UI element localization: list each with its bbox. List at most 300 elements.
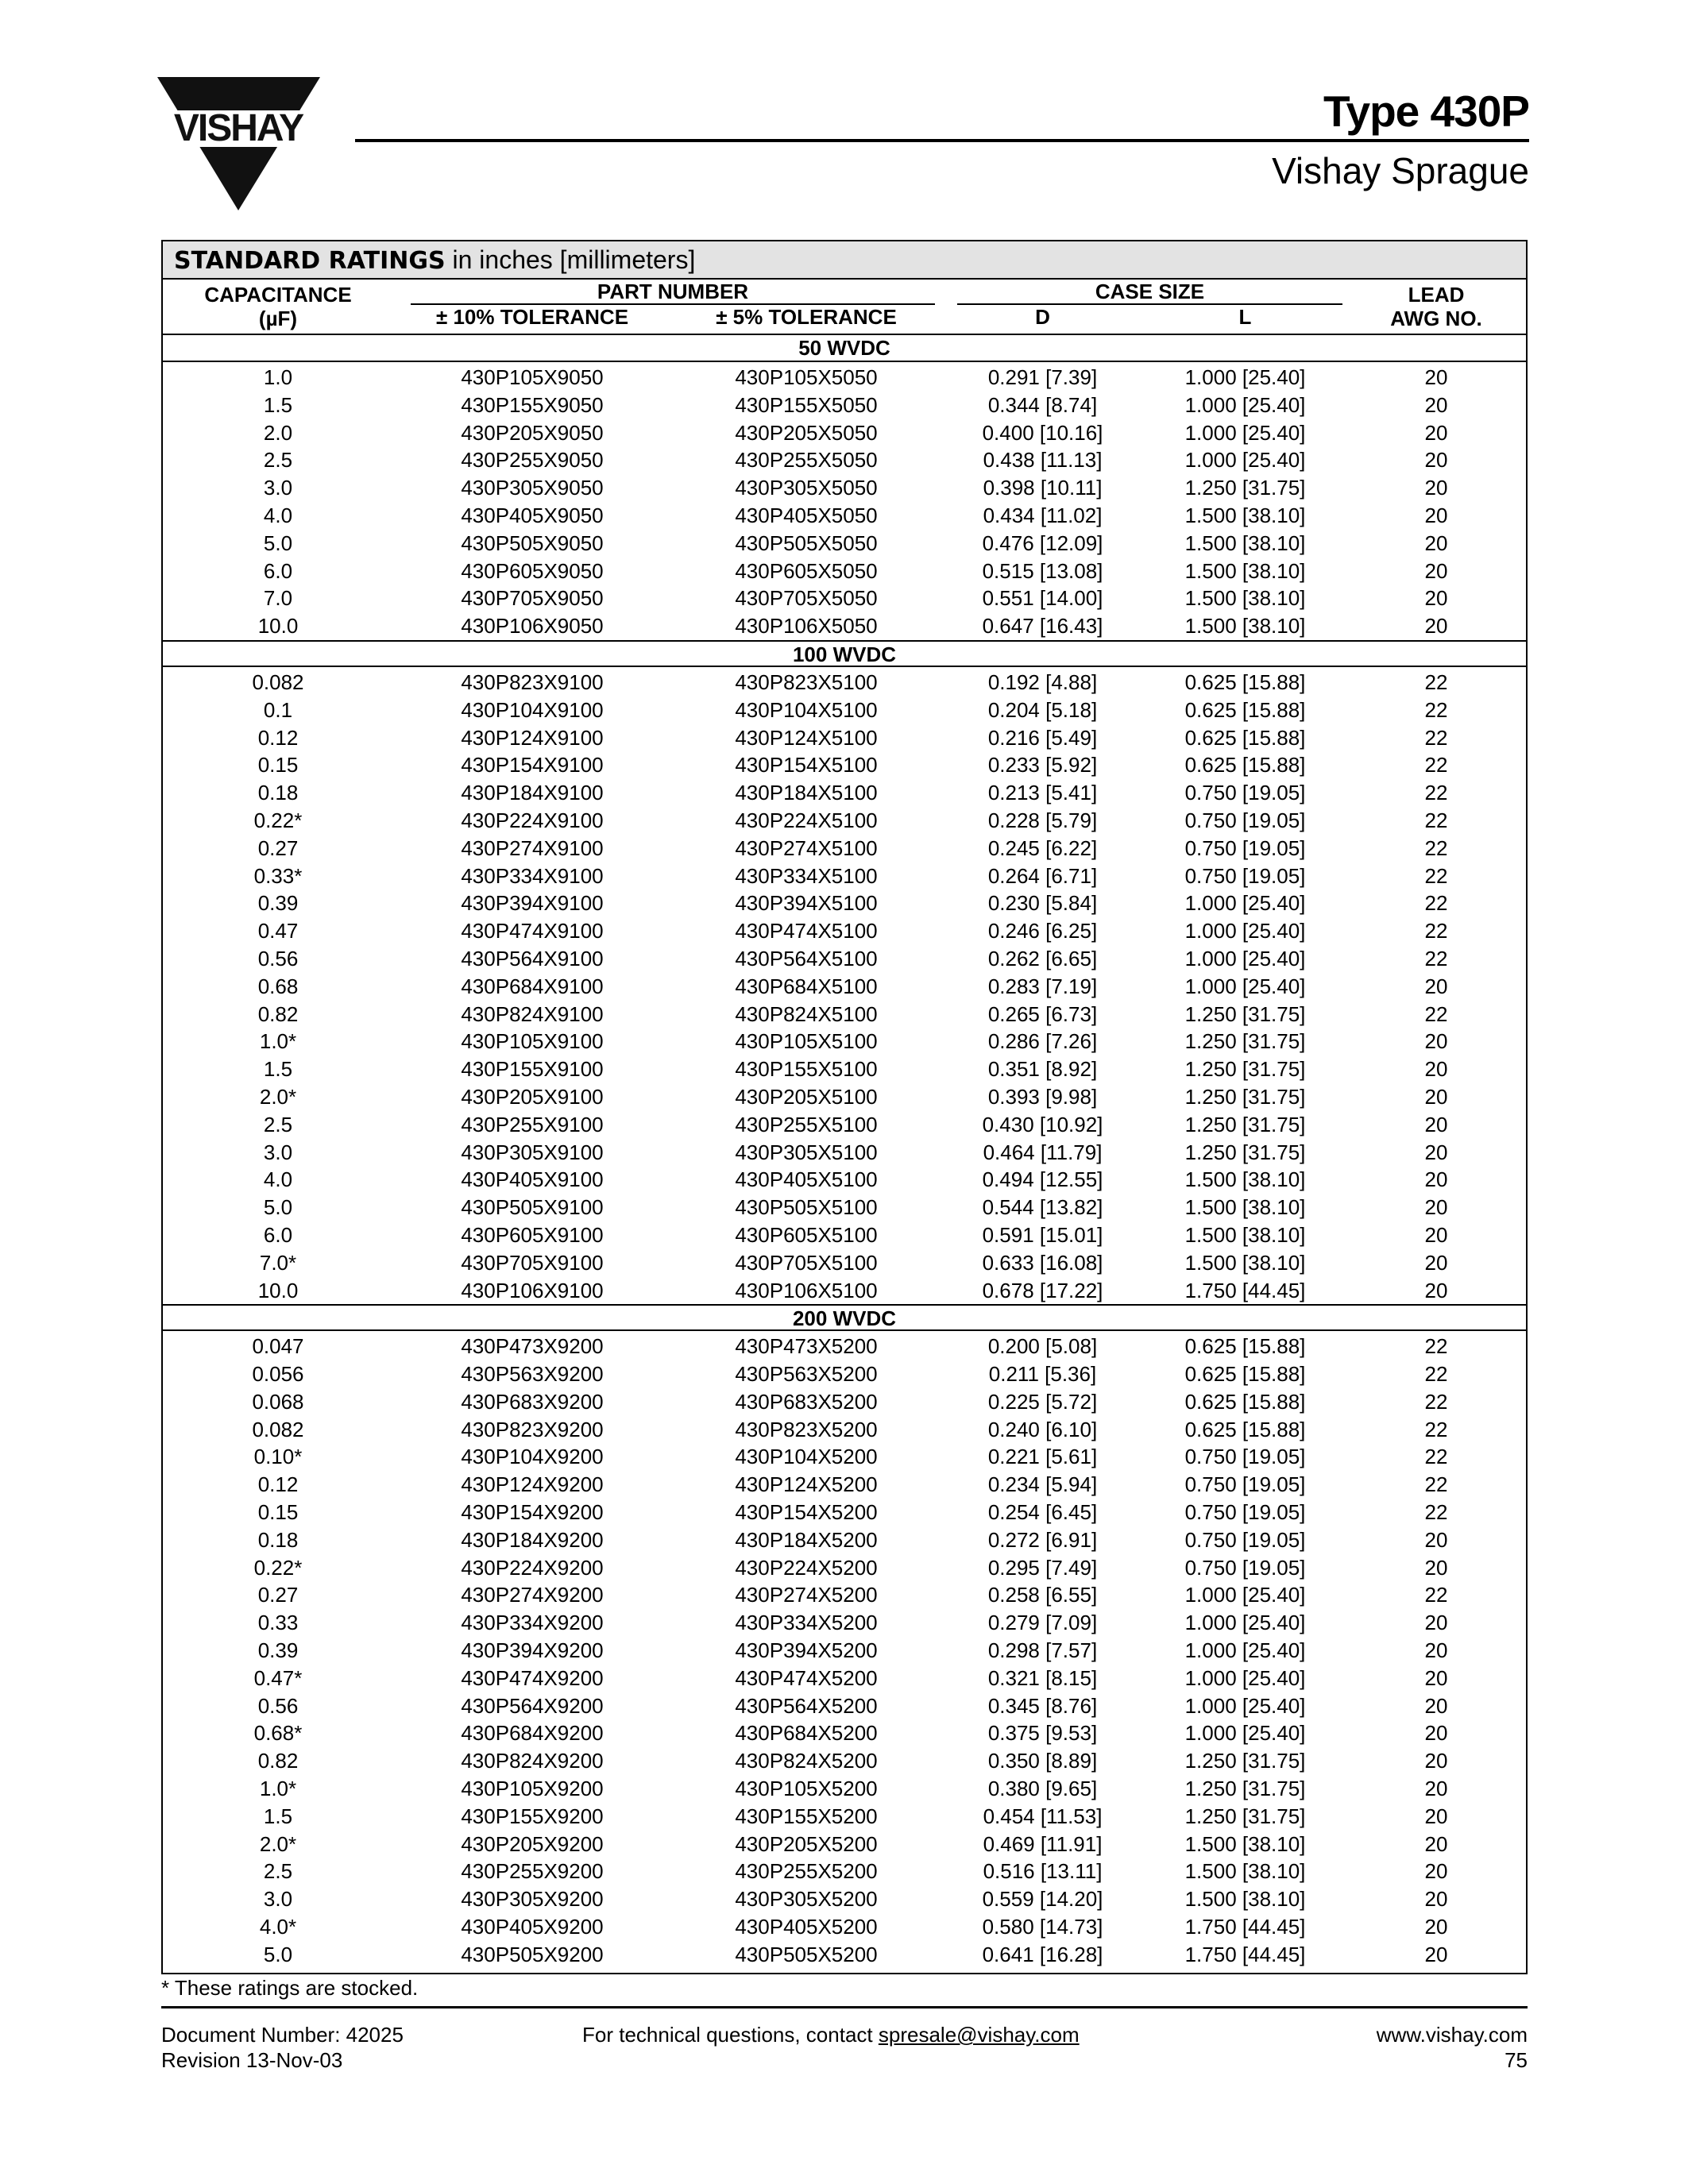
contact-text: For technical questions, contact xyxy=(582,2023,879,2047)
col-l: L xyxy=(1238,305,1252,329)
awg-cell: 22 xyxy=(1424,1445,1448,1469)
table-row xyxy=(163,1665,1526,1692)
part-5pct-cell: 430P823X5100 xyxy=(735,669,878,694)
case-d-cell: 0.647 [16.43] xyxy=(982,614,1103,639)
table-row xyxy=(163,1554,1526,1582)
part-5pct-cell: 430P154X5100 xyxy=(735,753,878,778)
footer-left xyxy=(161,2022,404,2073)
table-row xyxy=(163,1609,1526,1637)
part-5pct-cell: 430P224X5100 xyxy=(735,808,878,832)
part-10pct-cell: 430P563X9200 xyxy=(461,1362,604,1387)
case-l-cell: 0.625 [15.88] xyxy=(1184,1417,1306,1441)
case-l-cell: 0.625 [15.88] xyxy=(1184,1389,1306,1414)
case-l-cell: 1.500 [38.10] xyxy=(1184,1831,1306,1856)
case-d-cell: 0.321 [8.15] xyxy=(987,1665,1098,1690)
table-row xyxy=(163,392,1526,419)
table-row xyxy=(163,724,1526,752)
table-row xyxy=(163,364,1526,392)
table-row xyxy=(163,1499,1526,1526)
case-d-cell: 0.200 [5.08] xyxy=(987,1334,1098,1359)
capacitance-cell: 2.0* xyxy=(259,1084,297,1109)
case-l-cell: 1.250 [31.75] xyxy=(1184,1112,1306,1136)
part-5pct-cell: 430P824X5100 xyxy=(735,1001,878,1026)
website-link[interactable]: www.vishay.com xyxy=(1376,2023,1528,2047)
case-d-cell: 0.221 [5.61] xyxy=(987,1445,1098,1469)
part-10pct-cell: 430P305X9200 xyxy=(461,1887,604,1912)
case-d-cell: 0.559 [14.20] xyxy=(982,1887,1103,1912)
table-row xyxy=(163,1775,1526,1803)
voltage-section-header: 50 WVDC xyxy=(163,335,1526,362)
capacitance-cell: 1.5 xyxy=(263,392,293,417)
table-row xyxy=(163,1443,1526,1471)
part-10pct-cell: 430P106X9050 xyxy=(461,614,604,639)
case-d-cell: 0.291 [7.39] xyxy=(987,365,1098,389)
part-10pct-cell: 430P473X9200 xyxy=(461,1334,604,1359)
part-10pct-cell: 430P405X9100 xyxy=(461,1167,604,1192)
case-l-cell: 1.000 [25.40] xyxy=(1184,420,1306,445)
capacitance-cell: 5.0 xyxy=(263,1942,293,1966)
capacitance-cell: 0.082 xyxy=(252,669,304,694)
case-d-cell: 0.678 [17.22] xyxy=(982,1278,1103,1302)
capacitance-cell: 3.0 xyxy=(263,1140,293,1164)
case-d-cell: 0.469 [11.91] xyxy=(983,1831,1103,1856)
capacitance-cell: 2.5 xyxy=(263,1859,293,1884)
awg-cell: 20 xyxy=(1424,1942,1448,1966)
table-row xyxy=(163,419,1526,447)
awg-cell: 22 xyxy=(1424,1472,1448,1497)
case-d-cell: 0.262 [6.65] xyxy=(987,946,1098,970)
part-5pct-cell: 430P334X5100 xyxy=(735,863,878,888)
part-5pct-cell: 430P334X5200 xyxy=(735,1611,878,1635)
part-10pct-cell: 430P305X9100 xyxy=(461,1140,604,1164)
capacitance-cell: 10.0 xyxy=(257,1278,299,1302)
capacitance-cell: 0.1 xyxy=(263,697,293,722)
part-10pct-cell: 430P274X9200 xyxy=(461,1583,604,1607)
part-10pct-cell: 430P505X9200 xyxy=(461,1942,604,1966)
part-10pct-cell: 430P255X9050 xyxy=(461,448,604,473)
table-row xyxy=(163,1692,1526,1720)
part-5pct-cell: 430P474X5200 xyxy=(735,1665,878,1690)
case-d-cell: 0.234 [5.94] xyxy=(987,1472,1098,1497)
case-l-cell: 1.250 [31.75] xyxy=(1184,476,1306,500)
part-10pct-cell: 430P564X9200 xyxy=(461,1693,604,1718)
part-5pct-cell: 430P474X5100 xyxy=(735,919,878,943)
awg-cell: 20 xyxy=(1424,1638,1448,1663)
part-10pct-cell: 430P155X9100 xyxy=(461,1057,604,1082)
capacitance-cell: 4.0 xyxy=(263,1167,293,1192)
footer-right xyxy=(1377,2022,1528,2073)
case-l-cell: 1.250 [31.75] xyxy=(1184,1029,1306,1054)
awg-cell: 20 xyxy=(1424,392,1448,417)
page-subtitle: Vishay Sprague xyxy=(1272,150,1529,191)
part-10pct-cell: 430P105X9050 xyxy=(461,365,604,389)
awg-cell: 20 xyxy=(1424,1915,1448,1939)
case-l-cell: 1.750 [44.45] xyxy=(1184,1278,1306,1302)
part-5pct-cell: 430P124X5200 xyxy=(735,1472,878,1497)
capacitance-cell: 0.33 xyxy=(257,1611,299,1635)
awg-cell: 20 xyxy=(1424,1112,1448,1136)
awg-cell: 20 xyxy=(1424,1278,1448,1302)
table-row xyxy=(163,1581,1526,1609)
part-5pct-cell: 430P155X5050 xyxy=(735,392,878,417)
awg-cell: 20 xyxy=(1424,1749,1448,1773)
case-l-cell: 1.000 [25.40] xyxy=(1184,1611,1306,1635)
case-d-cell: 0.516 [13.11] xyxy=(983,1859,1103,1884)
case-d-cell: 0.544 [13.82] xyxy=(982,1195,1103,1220)
case-l-cell: 0.625 [15.88] xyxy=(1184,1362,1306,1387)
table-heading xyxy=(163,241,1526,280)
case-d-cell: 0.298 [7.57] xyxy=(987,1638,1098,1663)
part-10pct-cell: 430P205X9100 xyxy=(461,1084,604,1109)
case-d-cell: 0.380 [9.65] xyxy=(987,1777,1098,1801)
col-capacitance-unit: (µF) xyxy=(258,307,298,330)
case-d-cell: 0.265 [6.73] xyxy=(987,1001,1098,1026)
part-10pct-cell: 430P205X9050 xyxy=(461,420,604,445)
capacitance-cell: 0.047 xyxy=(252,1334,304,1359)
capacitance-cell: 0.22* xyxy=(253,1555,303,1580)
case-d-cell: 0.204 [5.18] xyxy=(987,697,1098,722)
capacitance-cell: 7.0* xyxy=(259,1250,297,1275)
case-d-cell: 0.393 [9.98] xyxy=(987,1084,1098,1109)
part-10pct-cell: 430P155X9050 xyxy=(461,392,604,417)
part-5pct-cell: 430P405X5050 xyxy=(735,503,878,527)
part-10pct-cell: 430P334X9100 xyxy=(461,863,604,888)
part-10pct-cell: 430P474X9200 xyxy=(461,1665,604,1690)
part-10pct-cell: 430P605X9050 xyxy=(461,558,604,583)
awg-cell: 22 xyxy=(1424,1001,1448,1026)
capacitance-cell: 1.5 xyxy=(263,1804,293,1828)
table-row xyxy=(163,1803,1526,1831)
awg-cell: 22 xyxy=(1424,1500,1448,1525)
table-row xyxy=(163,807,1526,835)
case-d-cell: 0.400 [10.16] xyxy=(982,420,1103,445)
table-row xyxy=(163,446,1526,474)
capacitance-cell: 0.12 xyxy=(257,1472,299,1497)
capacitance-cell: 0.47* xyxy=(253,1665,303,1690)
part-5pct-cell: 430P155X5200 xyxy=(735,1804,878,1828)
table-row xyxy=(163,585,1526,612)
capacitance-cell: 0.082 xyxy=(252,1417,304,1441)
part-10pct-cell: 430P155X9200 xyxy=(461,1804,604,1828)
part-5pct-cell: 430P563X5200 xyxy=(735,1362,878,1387)
awg-cell: 22 xyxy=(1424,1389,1448,1414)
part-10pct-cell: 430P255X9100 xyxy=(461,1112,604,1136)
capacitance-cell: 1.0* xyxy=(259,1029,297,1054)
case-d-cell: 0.246 [6.25] xyxy=(987,919,1098,943)
part-10pct-cell: 430P824X9200 xyxy=(461,1749,604,1773)
part-10pct-cell: 430P305X9050 xyxy=(461,476,604,500)
part-5pct-cell: 430P684X5100 xyxy=(735,974,878,998)
table-row xyxy=(163,1360,1526,1388)
case-l-cell: 1.000 [25.40] xyxy=(1184,1721,1306,1746)
awg-cell: 20 xyxy=(1424,1555,1448,1580)
part-10pct-cell: 430P823X9100 xyxy=(461,669,604,694)
case-d-cell: 0.591 [15.01] xyxy=(982,1222,1103,1247)
part-5pct-cell: 430P824X5200 xyxy=(735,1749,878,1773)
capacitance-cell: 5.0 xyxy=(263,1195,293,1220)
capacitance-cell: 3.0 xyxy=(263,1887,293,1912)
part-5pct-cell: 430P705X5050 xyxy=(735,586,878,611)
part-5pct-cell: 430P155X5100 xyxy=(735,1057,878,1082)
capacitance-cell: 0.82 xyxy=(257,1749,299,1773)
table-heading-bold: STANDARD RATINGS xyxy=(174,247,446,275)
awg-cell: 20 xyxy=(1424,531,1448,555)
table-row xyxy=(163,889,1526,917)
part-10pct-cell: 430P564X9100 xyxy=(461,946,604,970)
capacitance-cell: 0.12 xyxy=(257,725,299,750)
part-5pct-cell: 430P564X5200 xyxy=(735,1693,878,1718)
awg-cell: 20 xyxy=(1424,365,1448,389)
case-l-cell: 1.000 [25.40] xyxy=(1184,1583,1306,1607)
part-5pct-cell: 430P505X5100 xyxy=(735,1195,878,1220)
col-part-number: PART NUMBER xyxy=(597,280,749,303)
capacitance-cell: 1.0* xyxy=(259,1777,297,1801)
case-l-cell: 1.000 [25.40] xyxy=(1184,891,1306,916)
part-5pct-cell: 430P274X5200 xyxy=(735,1583,878,1607)
capacitance-cell: 0.56 xyxy=(257,946,299,970)
capacitance-cell: 6.0 xyxy=(263,558,293,583)
capacitance-cell: 0.39 xyxy=(257,1638,299,1663)
capacitance-cell: 2.5 xyxy=(263,448,293,473)
table-row xyxy=(163,612,1526,640)
table-row xyxy=(163,1333,1526,1360)
part-10pct-cell: 430P505X9050 xyxy=(461,531,604,555)
part-10pct-cell: 430P255X9200 xyxy=(461,1859,604,1884)
case-l-cell: 0.625 [15.88] xyxy=(1184,753,1306,778)
awg-cell: 22 xyxy=(1424,919,1448,943)
part-10pct-cell: 430P105X9100 xyxy=(461,1029,604,1054)
capacitance-cell: 3.0 xyxy=(263,476,293,500)
capacitance-cell: 2.5 xyxy=(263,1112,293,1136)
table-row xyxy=(163,862,1526,890)
part-10pct-cell: 430P124X9200 xyxy=(461,1472,604,1497)
capacitance-cell: 0.68 xyxy=(257,974,299,998)
part-10pct-cell: 430P154X9200 xyxy=(461,1500,604,1525)
awg-cell: 22 xyxy=(1424,1583,1448,1607)
part-10pct-cell: 430P105X9200 xyxy=(461,1777,604,1801)
case-d-cell: 0.286 [7.26] xyxy=(987,1029,1098,1054)
awg-cell: 20 xyxy=(1424,614,1448,639)
case-l-cell: 1.750 [44.45] xyxy=(1184,1942,1306,1966)
part-5pct-cell: 430P605X5050 xyxy=(735,558,878,583)
table-row xyxy=(163,1941,1526,1969)
awg-cell: 22 xyxy=(1424,835,1448,860)
part-5pct-cell: 430P205X5050 xyxy=(735,420,878,445)
capacitance-cell: 0.15 xyxy=(257,753,299,778)
case-l-cell: 0.750 [19.05] xyxy=(1184,1500,1306,1525)
part-5pct-cell: 430P405X5200 xyxy=(735,1915,878,1939)
capacitance-cell: 2.0 xyxy=(263,420,293,445)
table-body xyxy=(163,335,1526,1969)
capacitance-cell: 1.0 xyxy=(263,365,293,389)
case-l-cell: 1.250 [31.75] xyxy=(1184,1749,1306,1773)
case-l-cell: 1.250 [31.75] xyxy=(1184,1001,1306,1026)
awg-cell: 20 xyxy=(1424,1222,1448,1247)
page-title: Type 430P xyxy=(1323,87,1529,136)
part-10pct-cell: 430P224X9100 xyxy=(461,808,604,832)
capacitance-cell: 0.18 xyxy=(257,781,299,805)
awg-cell: 20 xyxy=(1424,558,1448,583)
table-row xyxy=(163,1719,1526,1747)
column-headers xyxy=(163,280,1526,335)
part-5pct-cell: 430P473X5200 xyxy=(735,1334,878,1359)
case-d-cell: 0.230 [5.84] xyxy=(987,891,1098,916)
awg-cell: 20 xyxy=(1424,503,1448,527)
part-10pct-cell: 430P224X9200 xyxy=(461,1555,604,1580)
awg-cell: 22 xyxy=(1424,781,1448,805)
case-d-cell: 0.216 [5.49] xyxy=(987,725,1098,750)
table-row xyxy=(163,1221,1526,1249)
table-row xyxy=(163,530,1526,558)
case-l-cell: 1.000 [25.40] xyxy=(1184,919,1306,943)
capacitance-cell: 10.0 xyxy=(257,614,299,639)
table-row xyxy=(163,1055,1526,1083)
capacitance-cell: 0.27 xyxy=(257,1583,299,1607)
case-l-cell: 1.000 [25.40] xyxy=(1184,392,1306,417)
case-l-cell: 1.000 [25.40] xyxy=(1184,974,1306,998)
case-d-cell: 0.233 [5.92] xyxy=(987,753,1098,778)
awg-cell: 20 xyxy=(1424,1721,1448,1746)
part-5pct-cell: 430P224X5200 xyxy=(735,1555,878,1580)
table-row xyxy=(163,1831,1526,1858)
capacitance-cell: 2.0* xyxy=(259,1831,297,1856)
table-row xyxy=(163,779,1526,807)
case-l-cell: 1.500 [38.10] xyxy=(1184,1887,1306,1912)
awg-cell: 20 xyxy=(1424,448,1448,473)
svg-text:VISHAY: VISHAY xyxy=(173,107,303,149)
table-row xyxy=(163,502,1526,530)
capacitance-cell: 7.0 xyxy=(263,586,293,611)
part-5pct-cell: 430P305X5200 xyxy=(735,1887,878,1912)
capacitance-cell: 0.27 xyxy=(257,835,299,860)
case-d-cell: 0.283 [7.19] xyxy=(987,974,1098,998)
awg-cell: 20 xyxy=(1424,1777,1448,1801)
capacitance-cell: 0.15 xyxy=(257,1500,299,1525)
footer-contact xyxy=(582,2022,1080,2047)
capacitance-cell: 0.39 xyxy=(257,891,299,916)
capacitance-cell: 0.82 xyxy=(257,1001,299,1026)
col-tol5: ± 5% TOLERANCE xyxy=(716,305,897,329)
awg-cell: 22 xyxy=(1424,1334,1448,1359)
awg-cell: 20 xyxy=(1424,1693,1448,1718)
table-row xyxy=(163,1526,1526,1554)
part-10pct-cell: 430P705X9100 xyxy=(461,1250,604,1275)
part-5pct-cell: 430P184X5200 xyxy=(735,1527,878,1552)
case-l-cell: 1.500 [38.10] xyxy=(1184,586,1306,611)
table-row xyxy=(163,1471,1526,1499)
case-l-cell: 1.250 [31.75] xyxy=(1184,1057,1306,1082)
part-10pct-cell: 430P684X9200 xyxy=(461,1721,604,1746)
part-5pct-cell: 430P394X5200 xyxy=(735,1638,878,1663)
capacitance-cell: 1.5 xyxy=(263,1057,293,1082)
part-10pct-cell: 430P474X9100 xyxy=(461,919,604,943)
case-d-cell: 0.279 [7.09] xyxy=(987,1611,1098,1635)
awg-cell: 20 xyxy=(1424,1057,1448,1082)
table-row xyxy=(163,1388,1526,1416)
part-5pct-cell: 430P105X5200 xyxy=(735,1777,878,1801)
part-5pct-cell: 430P823X5200 xyxy=(735,1417,878,1441)
case-l-cell: 0.625 [15.88] xyxy=(1184,669,1306,694)
part-10pct-cell: 430P104X9200 xyxy=(461,1445,604,1469)
table-row xyxy=(163,1194,1526,1221)
table-heading-units: in inches [millimeters] xyxy=(445,245,696,274)
table-row xyxy=(163,1028,1526,1055)
awg-cell: 22 xyxy=(1424,1362,1448,1387)
table-row xyxy=(163,1913,1526,1941)
awg-cell: 22 xyxy=(1424,808,1448,832)
part-10pct-cell: 430P683X9200 xyxy=(461,1389,604,1414)
awg-cell: 20 xyxy=(1424,1195,1448,1220)
case-l-cell: 0.750 [19.05] xyxy=(1184,863,1306,888)
table-row xyxy=(163,1747,1526,1775)
part-10pct-cell: 430P824X9100 xyxy=(461,1001,604,1026)
case-d-cell: 0.515 [13.08] xyxy=(982,558,1103,583)
part-5pct-cell: 430P683X5200 xyxy=(735,1389,878,1414)
capacitance-cell: 0.33* xyxy=(253,863,303,888)
part-5pct-cell: 430P154X5200 xyxy=(735,1500,878,1525)
capacitance-cell: 4.0* xyxy=(259,1915,297,1939)
col-capacitance: CAPACITANCE xyxy=(204,283,352,307)
awg-cell: 20 xyxy=(1424,1084,1448,1109)
part-5pct-cell: 430P104X5200 xyxy=(735,1445,878,1469)
table-row xyxy=(163,917,1526,945)
awg-cell: 20 xyxy=(1424,420,1448,445)
case-l-cell: 1.500 [38.10] xyxy=(1184,1859,1306,1884)
case-d-cell: 0.213 [5.41] xyxy=(987,781,1098,805)
case-d-cell: 0.272 [6.91] xyxy=(987,1527,1098,1552)
case-l-cell: 1.000 [25.40] xyxy=(1184,448,1306,473)
part-5pct-cell: 430P105X5100 xyxy=(735,1029,878,1054)
part-5pct-cell: 430P305X5100 xyxy=(735,1140,878,1164)
case-l-cell: 1.000 [25.40] xyxy=(1184,365,1306,389)
part-10pct-cell: 430P205X9200 xyxy=(461,1831,604,1856)
case-l-cell: 0.750 [19.05] xyxy=(1184,781,1306,805)
case-d-cell: 0.375 [9.53] xyxy=(987,1721,1098,1746)
awg-cell: 20 xyxy=(1424,586,1448,611)
col-lead: LEAD xyxy=(1408,283,1465,307)
part-5pct-cell: 430P184X5100 xyxy=(735,781,878,805)
case-l-cell: 1.250 [31.75] xyxy=(1184,1804,1306,1828)
case-l-cell: 1.250 [31.75] xyxy=(1184,1140,1306,1164)
awg-cell: 22 xyxy=(1424,891,1448,916)
case-l-cell: 0.750 [19.05] xyxy=(1184,1527,1306,1552)
table-row xyxy=(163,1885,1526,1913)
awg-cell: 20 xyxy=(1424,1887,1448,1912)
part-5pct-cell: 430P705X5100 xyxy=(735,1250,878,1275)
part-10pct-cell: 430P274X9100 xyxy=(461,835,604,860)
table-row xyxy=(163,751,1526,779)
case-l-cell: 0.750 [19.05] xyxy=(1184,1555,1306,1580)
awg-cell: 22 xyxy=(1424,669,1448,694)
contact-email-link[interactable]: spresale@vishay.com xyxy=(878,2023,1080,2047)
part-10pct-cell: 430P184X9100 xyxy=(461,781,604,805)
page-number: 75 xyxy=(1505,2048,1528,2072)
part-10pct-cell: 430P334X9200 xyxy=(461,1611,604,1635)
awg-cell: 20 xyxy=(1424,974,1448,998)
capacitance-cell: 0.068 xyxy=(252,1389,304,1414)
table-row xyxy=(163,696,1526,724)
awg-cell: 22 xyxy=(1424,863,1448,888)
case-l-cell: 1.500 [38.10] xyxy=(1184,558,1306,583)
capacitance-cell: 0.56 xyxy=(257,1693,299,1718)
case-d-cell: 0.641 [16.28] xyxy=(982,1942,1103,1966)
case-l-cell: 1.500 [38.10] xyxy=(1184,1195,1306,1220)
part-5pct-cell: 430P124X5100 xyxy=(735,725,878,750)
header-rule xyxy=(355,139,1529,142)
case-l-cell: 0.750 [19.05] xyxy=(1184,1472,1306,1497)
awg-cell: 22 xyxy=(1424,946,1448,970)
case-l-cell: 1.000 [25.40] xyxy=(1184,946,1306,970)
